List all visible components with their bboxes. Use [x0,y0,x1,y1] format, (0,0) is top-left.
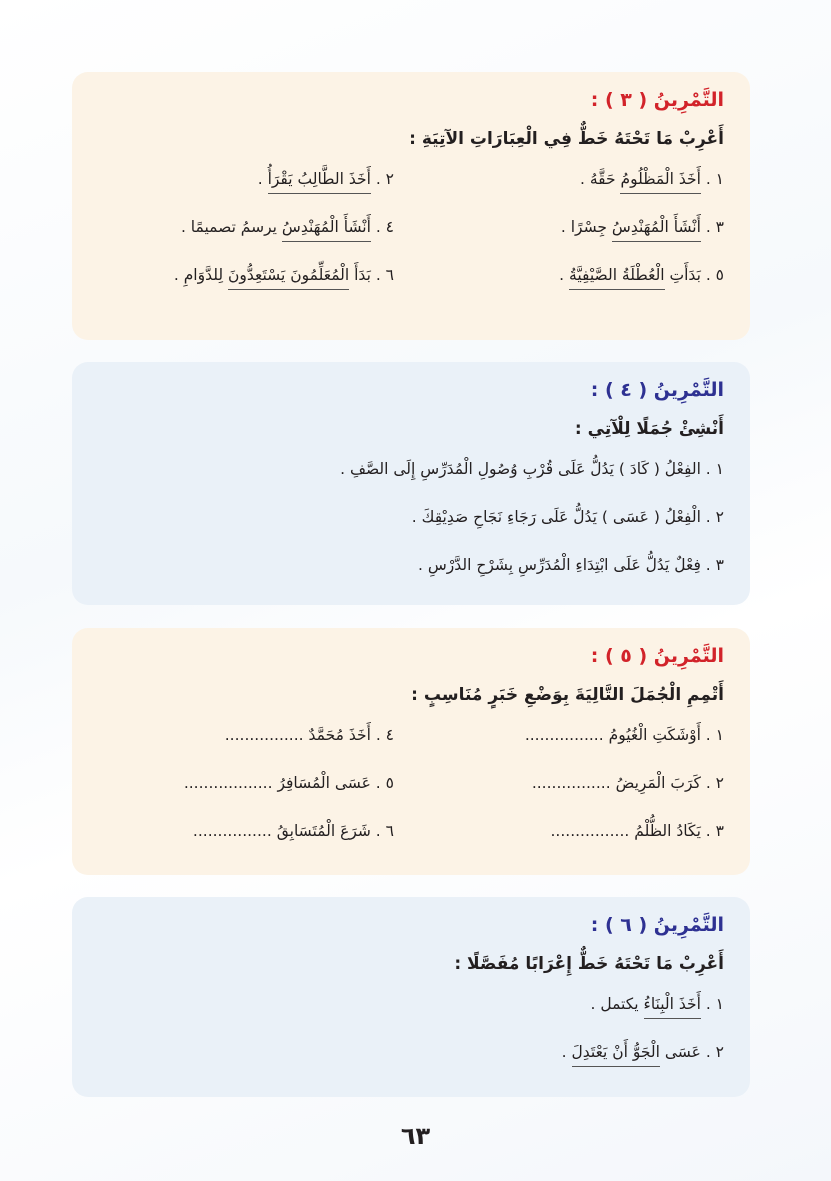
exercise-item [394,768,724,802]
underlined-text: أَخَذَ الْمَظْلُومُ [620,170,700,194]
exercise-item [394,212,724,246]
item-number: ٥ . [700,266,724,284]
item-number: ١ . [700,170,724,188]
exercise-item: ١ . الفِعْلُ ( كَادَ ) يَدُلُّ عَلَى قُرْبِ وُصُولِ الْمُدَرِّسِ إِلَى الصَّفِ . [340,460,724,478]
exercise-title: التَّمْرِينُ ( ٥ ) : [590,645,724,667]
exercise-item [98,989,724,1023]
exercise-item [98,1037,724,1071]
exercise-title: التَّمْرِينُ ( ٤ ) : [590,379,724,401]
item-text: . [257,170,268,188]
item-text: جِسْرًا . [560,218,612,236]
exercise-item [74,260,394,294]
exercise-item: ٢ . الْفِعْلُ ( عَسَى ) يَدُلُّ عَلَى رَجَاءِ نَجَاحِ صَدِيْقِكَ . [411,508,724,526]
exercise-title: التَّمْرِينُ ( ٣ ) : [590,89,724,111]
exercise-item [74,164,394,198]
item-text: عَسَى [659,1043,701,1061]
underlined-text: أَنْشَأَ الْمُهَنْدِسُ [612,218,701,242]
item-text: ٥ . عَسَى الْمُسَافِرُ [277,774,394,792]
exercise-item [394,720,724,754]
item-text: يرسمُ تصميمًا . [180,218,282,236]
exercise-item [74,720,394,754]
underlined-text: الْجَوُّ أَنْ يَعْتَدِلَ [572,1043,660,1067]
item-text: . [559,266,570,284]
item-text: . [561,1043,572,1061]
item-number: ١ . [700,995,724,1013]
answer-blank: .................. [183,774,273,792]
exercise-4 [72,362,750,605]
page-number: ٦٣ [400,1122,431,1150]
exercise-item [394,164,724,198]
item-number: ٤ . [370,218,394,236]
item-text: بَدَأَ [349,266,371,284]
underlined-text: أَخَذَ الْبِنَاءُ [644,995,701,1019]
underlined-text: أَخَذَ الطَّالِبُ يَقْرَأُ [268,170,371,194]
exercise-instruction: أَتْمِمِ الْجُمَلَ التَّالِيَةَ بِوَضْعِ خَبَرٍ مُنَاسِبٍ : [411,685,724,705]
exercise-instruction: أَنْشِئْ جُمَلًا لِلْآتِي : [574,419,724,439]
exercise-instruction: أَعْرِبْ مَا تَحْتَهُ خَطٌّ إِعْرَابًا مُفَصَّلًا : [454,954,724,974]
item-number: ٢ . [370,170,394,188]
exercise-item [394,260,724,294]
exercise-3 [72,72,750,340]
underlined-text: الْعُطْلَةُ الصَّيْفِيَّةُ [569,266,665,290]
exercise-5 [72,628,750,875]
exercise-item [394,816,724,850]
answer-blank: ................ [224,726,304,744]
answer-blank: ................ [550,822,630,840]
answer-blank: ................ [531,774,611,792]
item-text: ١ . أَوْشَكَتِ الْغُيُومُ [608,726,724,744]
item-text: حَقَّهُ . [579,170,621,188]
item-number: ٦ . [370,266,394,284]
item-text: ٤ . أَخَذَ مُحَمَّدٌ [308,726,394,744]
item-text: ٣ . يَكَادُ الظُّلْمُ [634,822,724,840]
item-text: ٦ . شَرَعَ الْمُتَسَابِقُ [276,822,394,840]
underlined-text: أَنْشَأَ الْمُهَنْدِسُ [282,218,371,242]
answer-blank: ................ [524,726,604,744]
exercise-item: ٣ . فِعْلٌ يَدُلُّ عَلَى ابْتِدَاءِ الْمُدَرِّسِ بِشَرْحِ الدَّرْسِ . [418,556,724,574]
exercise-6 [72,897,750,1097]
item-text: بَدَأَتِ [664,266,701,284]
item-text: يكتمل . [590,995,644,1013]
underlined-text: الْمُعَلِّمُونَ يَسْتَعِدُّونَ [228,266,349,290]
item-number: ٣ . [700,218,724,236]
answer-blank: ................ [192,822,272,840]
exercise-title: التَّمْرِينُ ( ٦ ) : [590,914,724,936]
exercise-item [74,768,394,802]
exercise-item [74,816,394,850]
exercise-item [74,212,394,246]
item-number: ٢ . [700,1043,724,1061]
item-text: لِلدَّوَامِ . [173,266,229,284]
exercise-instruction: أَعْرِبْ مَا تَحْتَهُ خَطٌّ فِي الْعِبَارَاتِ الآتِيَةِ : [409,129,724,149]
item-text: ٢ . كَرَبَ الْمَرِيضُ [615,774,724,792]
